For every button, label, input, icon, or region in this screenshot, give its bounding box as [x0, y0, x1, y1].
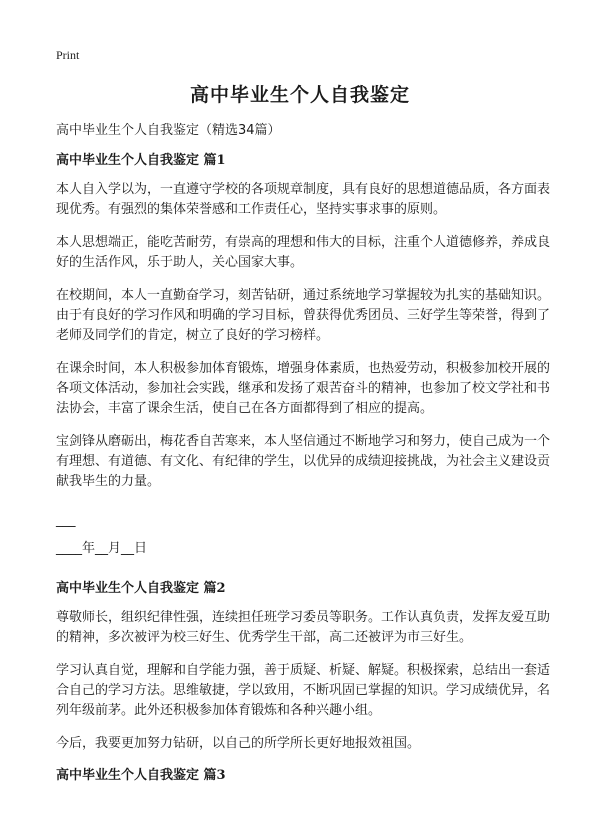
date-line: ____年__月__日	[56, 541, 148, 556]
paragraph: 宝剑锋从磨砺出，梅花香自苦寒来，本人坚信通过不断地学习和努力，使自己成为一个有理想、有道德、有文化、有纪律的学生，以优异的成绩迎接挑战，为社会主义建设贡献我毕生的力量。	[56, 434, 551, 489]
section-2	[56, 580, 550, 754]
paragraph: 本人思想端正，能吃苦耐劳，有崇高的理想和伟大的目标，注重个人道德修养，养成良好的生活作风，乐于助人，关心国家大事。	[56, 235, 551, 270]
paragraph: 学习认真自觉，理解和自学能力强，善于质疑、析疑、解疑。积极探索，总结出一套适合自己的学习方法。思维敏捷，学以致用，不断巩固已掌握的知识。学习成绩优异，名列年级前茅。此外还积极参加体育锻炼和各种兴趣小组。	[56, 663, 551, 718]
section-heading: 高中毕业生个人自我鉴定 篇2	[56, 581, 226, 596]
print-link[interactable]: Print	[56, 48, 80, 62]
section-heading: 高中毕业生个人自我鉴定 篇3	[56, 768, 226, 783]
section-3	[56, 767, 550, 785]
page-title: 高中毕业生个人自我鉴定	[189, 84, 410, 106]
paragraph: 尊敬师长，组织纪律性强，连续担任班学习委员等职务。工作认真负责，发挥友爱互助的精神，多次被评为校三好生、优秀学生干部，高二还被评为市三好生。	[56, 610, 551, 645]
section-1	[56, 152, 550, 558]
paragraph: 在校期间，本人一直勤奋学习，刻苦钻研，通过系统地学习掌握较为扎实的基础知识。由于有良好的学习作风和明确的学习目标，曾获得优秀团员、三好学生等荣誉，得到了老师及同学们的肯定，树立了良好的学习榜样。	[56, 288, 551, 343]
paragraph: 在课余时间，本人积极参加体育锻炼，增强身体素质，也热爱劳动，积极参加校开展的各项文体活动，参加社会实践，继承和发扬了艰苦奋斗的精神，也参加了校文学社和书法协会，丰富了课余生活，使自己在各方面都得到了相应的提高。	[56, 361, 551, 416]
document-body	[56, 122, 550, 795]
paragraph: 今后，我要更加努力钻研，以自己的所学所长更好地报效祖国。	[56, 736, 421, 751]
document-subtitle: 高中毕业生个人自我鉴定（精选34篇）	[56, 123, 281, 138]
signature-rule: ___	[56, 513, 76, 528]
section-heading: 高中毕业生个人自我鉴定 篇1	[56, 153, 226, 168]
paragraph: 本人自入学以为，一直遵守学校的各项规章制度，具有良好的思想道德品质，各方面表现优秀。有强烈的集体荣誉感和工作责任心，坚持实事求事的原则。	[56, 182, 551, 217]
